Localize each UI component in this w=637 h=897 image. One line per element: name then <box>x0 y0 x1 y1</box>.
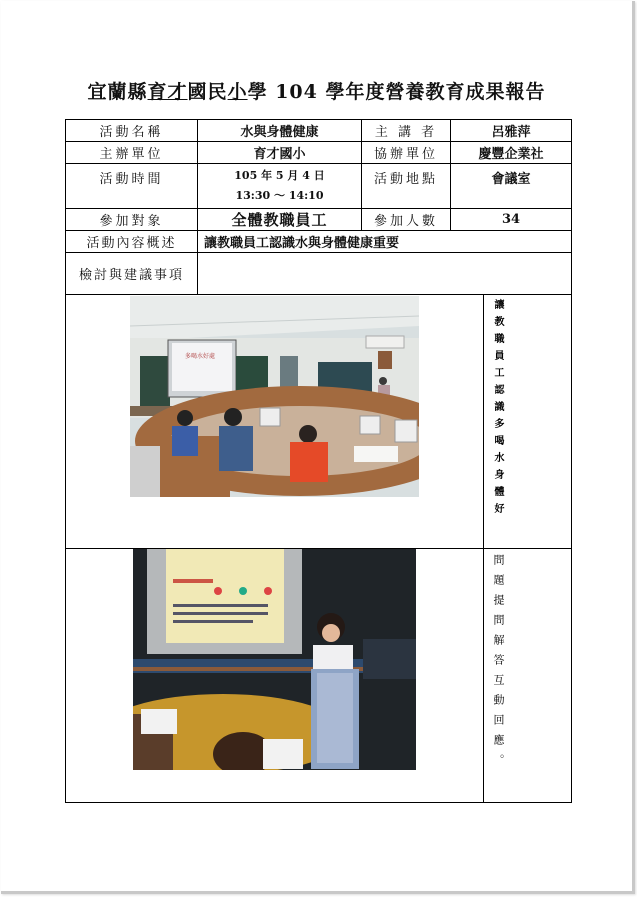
value-activity-name: 水與身體健康 <box>197 120 361 141</box>
label-time: 活動時間 <box>99 172 164 187</box>
title-part2: 國民 <box>187 81 228 103</box>
caption-cell-1 <box>484 295 571 548</box>
photo-cell-1 <box>66 295 484 548</box>
value-location: 會議室 <box>450 164 571 208</box>
photo-row-1 <box>66 294 571 548</box>
report-page <box>1 1 635 894</box>
photo-caption-1: 讓教職員工認識多喝水身體好 <box>492 299 503 520</box>
photo-row-2 <box>66 548 571 802</box>
label-audience: 參加對象 <box>99 214 164 229</box>
row-review <box>66 252 571 294</box>
page-title <box>1 77 632 104</box>
value-review <box>197 253 571 294</box>
label-location: 活動地點 <box>361 164 450 208</box>
row-summary <box>66 230 571 252</box>
value-date: 105 年 5 月 4 日 <box>234 169 325 182</box>
speaker-photo <box>133 549 416 770</box>
value-attendance: 34 <box>450 209 571 230</box>
photo-caption-2: 問題提問解答互動回應。 <box>492 554 505 774</box>
meeting-room-photo <box>130 296 419 497</box>
value-speaker: 呂雅萍 <box>450 120 571 141</box>
title-underline1: 育才 <box>147 81 188 103</box>
label-attendance: 參加人數 <box>361 209 450 230</box>
value-audience: 全體教職員工 <box>197 209 361 230</box>
label-activity-name: 活動名稱 <box>99 125 164 140</box>
title-part1: 宜蘭縣 <box>87 81 148 103</box>
value-time <box>197 164 361 208</box>
row-time <box>66 163 571 208</box>
report-table <box>65 119 572 803</box>
caption-cell-2 <box>484 549 571 802</box>
label-speaker: 主 講 者 <box>361 120 450 141</box>
row-organizer <box>66 141 571 163</box>
row-audience <box>66 208 571 230</box>
slide-text-1: 多喝水好處 <box>185 353 216 360</box>
label-organizer: 主辦單位 <box>99 147 164 162</box>
photo-cell-2 <box>66 549 484 802</box>
title-underline2: 小 <box>227 81 248 103</box>
value-organizer: 育才國小 <box>197 142 361 163</box>
title-part3: 學 104 學年度營養教育成果報告 <box>247 81 546 103</box>
value-summary: 讓教職員工認識水與身體健康重要 <box>197 231 571 252</box>
row-activity-name <box>66 120 571 141</box>
label-co-organizer: 協辦單位 <box>361 142 450 163</box>
label-review: 檢討與建議事項 <box>78 268 184 283</box>
label-summary: 活動內容概述 <box>86 236 177 251</box>
value-time-range: 13:30 ～ 14:10 <box>235 189 324 202</box>
value-co-organizer: 慶豐企業社 <box>450 142 571 163</box>
